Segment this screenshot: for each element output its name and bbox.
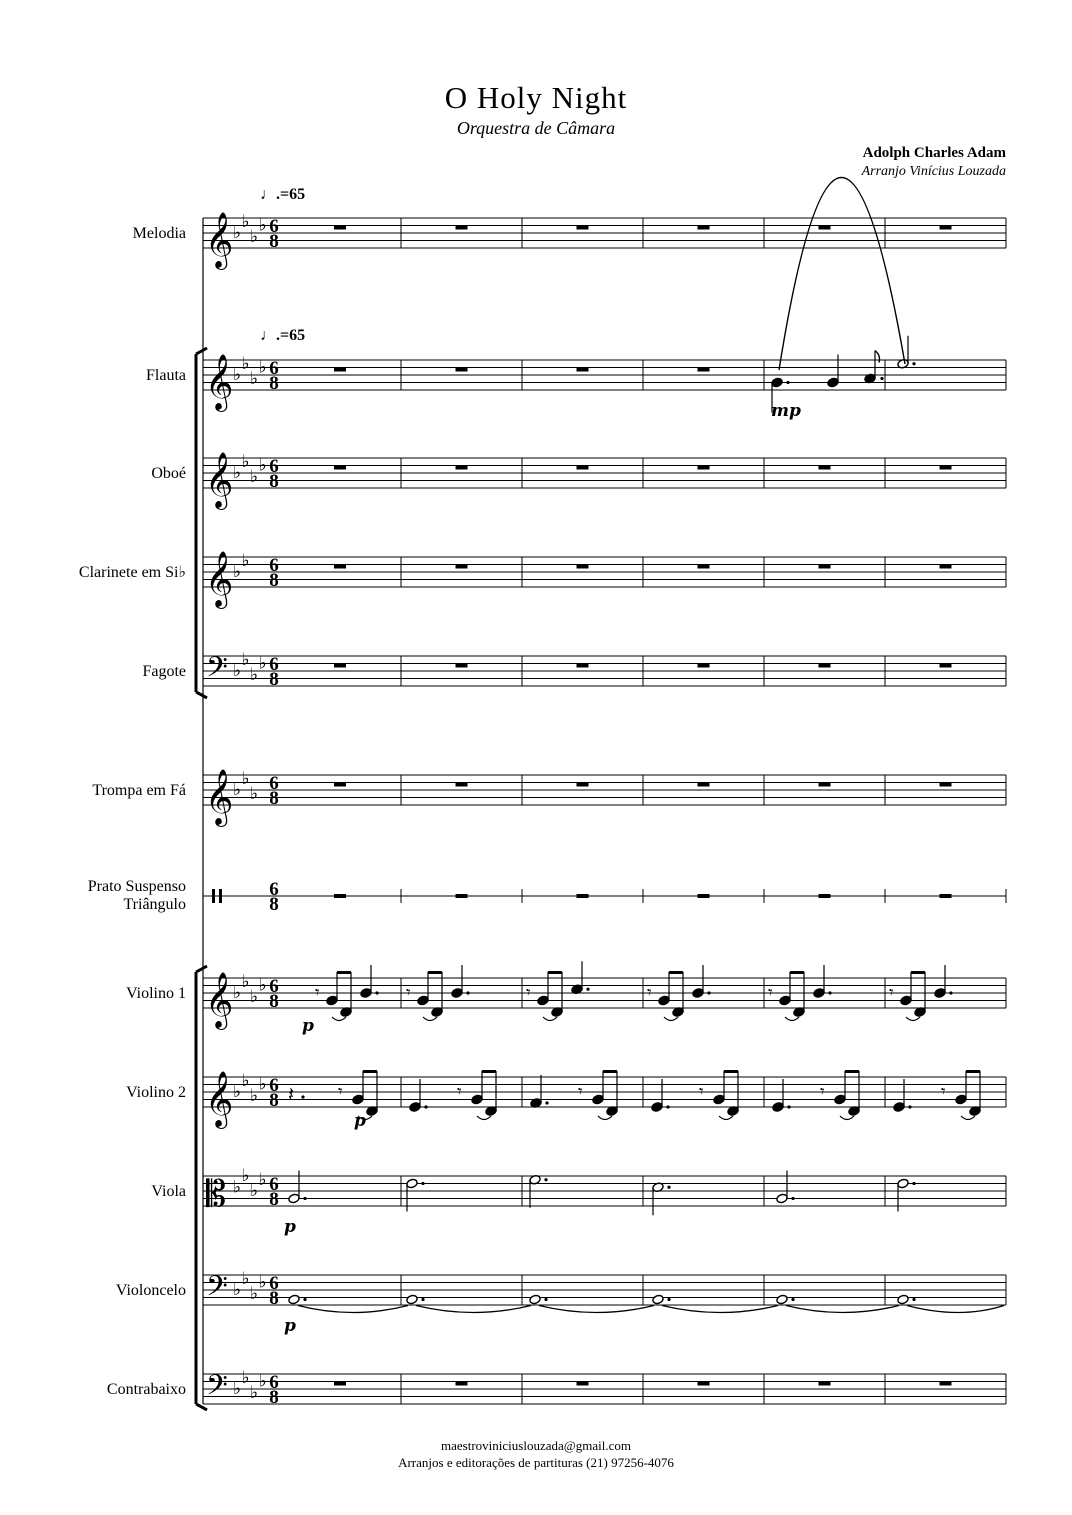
note-head — [713, 1094, 725, 1105]
flat-sign: ♭ — [258, 1272, 267, 1293]
time-signature: 6 — [269, 358, 279, 379]
note-head — [955, 1094, 967, 1105]
whole-rest — [819, 226, 831, 230]
phrase-slur — [779, 177, 905, 370]
whole-rest — [819, 1382, 831, 1386]
flat-sign: ♭ — [241, 211, 250, 232]
note-head — [451, 988, 463, 999]
instrument-name: Clarinete em Si♭ — [78, 564, 186, 581]
note-head — [652, 1294, 664, 1305]
eighth-rest: 𝄾 — [457, 1082, 462, 1102]
flat-sign: ♭ — [233, 780, 242, 800]
note-head — [406, 1294, 418, 1305]
tempo-mark: ♩.=65 — [260, 327, 306, 344]
time-signature: 8 — [269, 373, 279, 394]
note-head — [326, 995, 338, 1006]
instrument-name: Prato Suspenso — [87, 878, 186, 895]
augmentation-dot — [303, 1298, 306, 1301]
slur — [840, 1116, 854, 1120]
whole-rest — [334, 664, 346, 668]
augmentation-dot — [880, 377, 883, 380]
beam — [337, 971, 351, 974]
flat-sign: ♭ — [233, 661, 242, 681]
augmentation-dot — [667, 1298, 670, 1301]
note-head — [406, 1178, 418, 1189]
whole-rest — [456, 466, 468, 470]
flat-sign: ♭ — [250, 368, 259, 389]
augmentation-dot — [375, 991, 378, 994]
beam — [548, 971, 562, 974]
augmentation-dot — [666, 1105, 669, 1108]
augmentation-dot — [949, 991, 952, 994]
dynamic-mark: p — [284, 1316, 296, 1336]
whole-rest — [334, 894, 346, 898]
augmentation-dot — [303, 1197, 306, 1200]
augmentation-dot — [908, 1105, 911, 1108]
bass-clef: 𝄢 — [206, 1270, 228, 1310]
note-head — [658, 995, 670, 1006]
time-signature: 6 — [269, 1174, 279, 1195]
score-subtitle: Orquestra de Câmara — [456, 118, 616, 138]
quarter-rest: 𝄽 — [288, 1082, 295, 1106]
whole-rest — [577, 664, 589, 668]
dynamic-mark: mp — [771, 401, 801, 421]
note-head — [692, 988, 704, 999]
eighth-rest: 𝄾 — [526, 983, 531, 1003]
whole-rest — [334, 783, 346, 787]
flat-sign: ♭ — [250, 664, 259, 685]
note-head — [893, 1102, 905, 1113]
flat-sign: ♭ — [250, 466, 259, 487]
flat-sign: ♭ — [258, 653, 267, 674]
whole-rest — [698, 1382, 710, 1386]
flat-sign: ♭ — [241, 1070, 250, 1091]
time-signature: 8 — [269, 231, 279, 252]
flat-sign: ♭ — [250, 986, 259, 1007]
note-head — [360, 988, 372, 999]
tie — [662, 1306, 778, 1313]
note-head — [771, 377, 783, 388]
whole-rest — [577, 226, 589, 230]
note-head — [529, 1294, 541, 1305]
whole-rest — [334, 1382, 346, 1386]
whole-rest — [698, 565, 710, 569]
note-head — [409, 1102, 421, 1113]
whole-rest — [698, 368, 710, 372]
whole-rest — [940, 664, 952, 668]
instrument-name: Violoncelo — [115, 1282, 186, 1299]
whole-rest — [577, 565, 589, 569]
time-signature: 8 — [269, 570, 279, 591]
note-head — [352, 1094, 364, 1105]
augmentation-dot — [791, 1197, 794, 1200]
flat-sign: ♭ — [233, 223, 242, 243]
tie — [786, 1306, 899, 1313]
beam — [966, 1070, 980, 1073]
augmentation-dot — [544, 1298, 547, 1301]
dynamic-mark: p — [354, 1111, 366, 1131]
whole-rest — [940, 226, 952, 230]
instrument-name: Oboé — [151, 465, 186, 482]
flat-sign: ♭ — [250, 226, 259, 247]
treble-clef: 𝄞 — [205, 452, 234, 508]
whole-rest — [577, 783, 589, 787]
whole-rest — [456, 565, 468, 569]
slur — [719, 1116, 733, 1120]
flat-sign: ♭ — [241, 1268, 250, 1289]
time-signature: 6 — [269, 456, 279, 477]
time-signature: 6 — [269, 976, 279, 997]
whole-rest — [698, 894, 710, 898]
time-signature: 6 — [269, 1075, 279, 1096]
whole-rest — [698, 783, 710, 787]
flat-sign: ♭ — [241, 550, 250, 571]
whole-rest — [456, 226, 468, 230]
bass-clef: 𝄢 — [206, 1369, 228, 1409]
dynamic-mark: p — [302, 1016, 314, 1036]
treble-clef: 𝄞 — [205, 354, 234, 410]
flat-sign: ♭ — [233, 1177, 242, 1198]
eighth-rest: 𝄾 — [889, 983, 894, 1003]
augmentation-dot — [786, 381, 789, 384]
whole-rest — [940, 894, 952, 898]
beam — [482, 1070, 496, 1073]
slur — [332, 1017, 346, 1021]
augmentation-dot — [791, 1298, 794, 1301]
whole-rest — [940, 1382, 952, 1386]
whole-rest — [940, 565, 952, 569]
whole-rest — [577, 368, 589, 372]
time-signature: 6 — [269, 555, 279, 576]
eighth-rest: 𝄾 — [647, 983, 652, 1003]
augmentation-dot — [707, 991, 710, 994]
augmentation-dot — [421, 1182, 424, 1185]
time-signature: 6 — [269, 1273, 279, 1294]
time-signature: 8 — [269, 1189, 279, 1210]
note-head — [834, 1094, 846, 1105]
instrument-name: Viola — [151, 1183, 186, 1200]
augmentation-dot — [586, 988, 589, 991]
whole-rest — [456, 783, 468, 787]
eighth-rest: 𝄾 — [578, 1082, 583, 1102]
flat-sign: ♭ — [233, 463, 242, 483]
whole-rest — [698, 664, 710, 668]
time-signature: 8 — [269, 1090, 279, 1111]
beam — [363, 1070, 377, 1073]
whole-rest — [456, 894, 468, 898]
flat-sign: ♭ — [233, 365, 242, 385]
treble-clef: 𝄞 — [205, 972, 234, 1028]
whole-rest — [819, 783, 831, 787]
dynamic-mark: p — [284, 1217, 296, 1237]
flat-sign: ♭ — [258, 1074, 267, 1095]
time-signature: 6 — [269, 1372, 279, 1393]
slur — [906, 1017, 920, 1021]
time-signature: 8 — [269, 788, 279, 809]
time-signature: 8 — [269, 1387, 279, 1408]
whole-rest — [456, 368, 468, 372]
instrument-name: Triângulo — [123, 896, 186, 913]
tie — [416, 1306, 531, 1313]
time-signature: 6 — [269, 654, 279, 675]
time-signature: 8 — [269, 991, 279, 1012]
time-signature: 8 — [269, 894, 279, 915]
treble-clef: 𝄞 — [205, 551, 234, 607]
treble-clef: 𝄞 — [205, 212, 234, 268]
note-head — [417, 995, 429, 1006]
slur — [961, 1116, 975, 1120]
flat-sign: ♭ — [233, 562, 242, 582]
instrument-name: Melodia — [132, 225, 186, 242]
time-signature: 8 — [269, 669, 279, 690]
note-head — [897, 1294, 909, 1305]
whole-rest — [698, 226, 710, 230]
note-head — [813, 988, 825, 999]
instrument-name: Violino 1 — [126, 985, 186, 1002]
instrument-name: Flauta — [146, 367, 186, 384]
beam — [911, 971, 925, 974]
footer-contact: Arranjos e editorações de partituras (21) 97256-4076 — [398, 1455, 674, 1470]
note-head — [776, 1193, 788, 1204]
slur — [423, 1017, 437, 1021]
augmentation-dot — [912, 1182, 915, 1185]
flat-sign: ♭ — [250, 1181, 259, 1201]
beam — [428, 971, 442, 974]
whole-rest — [577, 466, 589, 470]
flat-sign: ♭ — [258, 1371, 267, 1392]
note-head — [897, 1178, 909, 1189]
flat-sign: ♭ — [241, 649, 250, 670]
flat-sign: ♭ — [233, 983, 242, 1003]
flat-sign: ♭ — [241, 451, 250, 472]
eighth-rest: 𝄾 — [315, 983, 320, 1003]
arranger-name: Arranjo Vinícius Louzada — [861, 164, 1006, 179]
whole-rest — [334, 565, 346, 569]
flat-sign: ♭ — [241, 1367, 250, 1388]
note-head — [288, 1193, 300, 1204]
flat-sign: ♭ — [241, 768, 250, 789]
note-head — [779, 995, 791, 1006]
time-signature: 8 — [269, 471, 279, 492]
alto-clef: 𝄡 — [206, 1174, 227, 1215]
whole-rest — [940, 466, 952, 470]
flat-sign: ♭ — [241, 971, 250, 992]
note-head — [537, 995, 549, 1006]
flat-sign: ♭ — [233, 1082, 242, 1102]
eighth-rest: 𝄾 — [406, 983, 411, 1003]
whole-rest — [940, 783, 952, 787]
whole-rest — [334, 466, 346, 470]
flat-sign: ♭ — [233, 1280, 242, 1300]
instrument-name: Trompa em Fá — [92, 782, 186, 799]
whole-rest — [819, 565, 831, 569]
whole-rest — [334, 226, 346, 230]
percussion-clef — [219, 889, 222, 903]
flat-sign: ♭ — [258, 455, 267, 476]
score-title: O Holy Night — [444, 80, 628, 115]
note-head — [772, 1102, 784, 1113]
whole-rest — [577, 1382, 589, 1386]
time-signature: 6 — [269, 773, 279, 794]
augmentation-dot — [301, 1095, 304, 1098]
flat-sign: ♭ — [241, 353, 250, 374]
composer-name: Adolph Charles Adam — [862, 145, 1006, 161]
footer-email: maestroviniciuslouzada@gmail.com — [441, 1438, 631, 1453]
note-head — [471, 1094, 483, 1105]
flat-sign: ♭ — [250, 1382, 259, 1403]
beam — [603, 1070, 617, 1073]
whole-rest — [819, 894, 831, 898]
flat-sign: ♭ — [250, 1085, 259, 1106]
tempo-mark: ♩.=65 — [260, 186, 306, 203]
flat-sign: ♭ — [250, 1283, 259, 1304]
slur — [664, 1017, 678, 1021]
augmentation-dot — [787, 1105, 790, 1108]
eighth-rest: 𝄾 — [768, 983, 773, 1003]
whole-rest — [819, 466, 831, 470]
augmentation-dot — [424, 1105, 427, 1108]
beam — [724, 1070, 738, 1073]
augmentation-dot — [421, 1298, 424, 1301]
augmentation-dot — [828, 991, 831, 994]
eighth-rest: 𝄾 — [820, 1082, 825, 1102]
note-head — [288, 1294, 300, 1305]
instrument-name: Violino 2 — [126, 1084, 186, 1101]
augmentation-dot — [912, 362, 915, 365]
whole-rest — [698, 466, 710, 470]
note-head — [900, 995, 912, 1006]
whole-rest — [819, 664, 831, 668]
note-head — [592, 1094, 604, 1105]
slur — [785, 1017, 799, 1021]
eighth-rest: 𝄾 — [338, 1082, 343, 1102]
flat-sign: ♭ — [258, 1169, 267, 1190]
treble-clef: 𝄞 — [205, 1071, 234, 1127]
time-signature: 6 — [269, 216, 279, 237]
flat-sign: ♭ — [233, 1379, 242, 1399]
note-head — [827, 377, 839, 388]
eighth-rest: 𝄾 — [941, 1082, 946, 1102]
flat-sign: ♭ — [258, 215, 267, 236]
instrument-name: Fagote — [142, 663, 186, 680]
tie — [539, 1306, 654, 1313]
whole-rest — [334, 368, 346, 372]
beam — [669, 971, 683, 974]
tie — [907, 1306, 1004, 1313]
note-head — [651, 1102, 663, 1113]
tie — [298, 1306, 408, 1313]
whole-rest — [577, 894, 589, 898]
flat-sign: ♭ — [241, 1166, 250, 1186]
flat-sign: ♭ — [258, 975, 267, 996]
note-head — [776, 1294, 788, 1305]
percussion-clef — [212, 889, 215, 903]
treble-clef: 𝄞 — [205, 769, 234, 825]
whole-rest — [456, 664, 468, 668]
augmentation-dot — [912, 1298, 915, 1301]
slur — [543, 1017, 557, 1021]
eighth-rest: 𝄾 — [699, 1082, 704, 1102]
bass-clef: 𝄢 — [206, 651, 228, 691]
augmentation-dot — [466, 991, 469, 994]
whole-rest — [456, 1382, 468, 1386]
beam — [790, 971, 804, 974]
instrument-name: Contrabaixo — [106, 1381, 186, 1398]
augmentation-dot — [667, 1186, 670, 1189]
slur — [598, 1116, 612, 1120]
time-signature: 8 — [269, 1288, 279, 1309]
flat-sign: ♭ — [250, 783, 259, 804]
augmentation-dot — [545, 1101, 548, 1104]
augmentation-dot — [544, 1178, 547, 1181]
flat-sign: ♭ — [258, 357, 267, 378]
note-flag — [875, 351, 880, 363]
slur — [477, 1116, 491, 1120]
time-signature: 6 — [269, 879, 279, 900]
note-head — [934, 988, 946, 999]
beam — [845, 1070, 859, 1073]
